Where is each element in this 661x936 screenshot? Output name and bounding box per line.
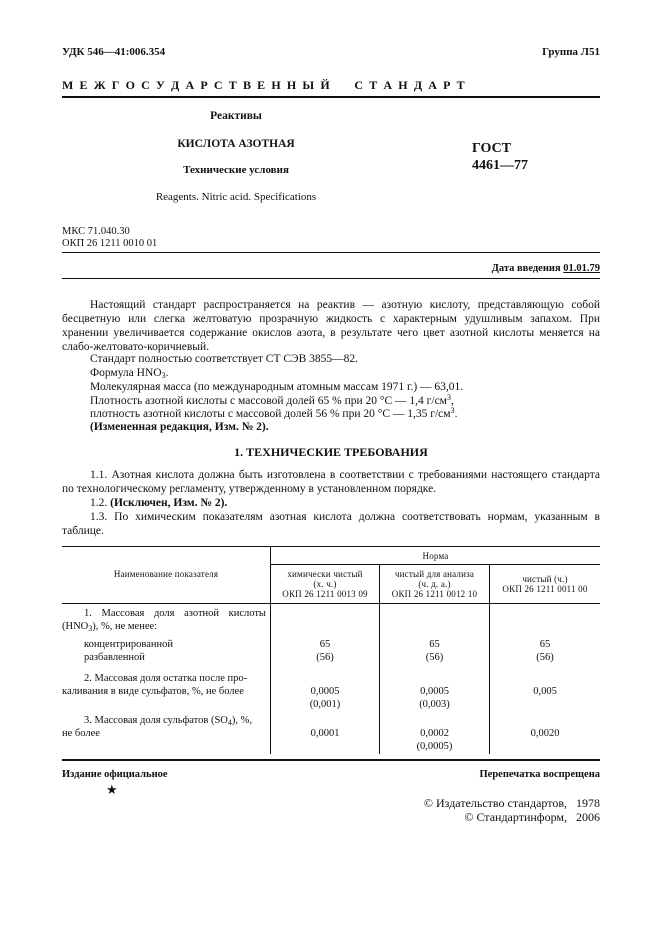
row-3-val-3a: 0,0020 <box>530 728 560 739</box>
section-heading: 1. ТЕХНИЧЕСКИЕ ТРЕБОВАНИЯ <box>234 445 428 459</box>
density-1-end: , <box>450 395 454 407</box>
formula-subscript: 3 <box>161 371 166 380</box>
row-1-val-3a: 65 <box>539 639 551 650</box>
density-1-sup: 3 <box>446 393 451 402</box>
clause-1-2-number: 1.2. <box>90 497 108 509</box>
row-1-val-2b: (56) <box>425 652 444 663</box>
row-2-val-1a: 0,0005 <box>310 686 340 697</box>
row-3-name-a: 3. Массовая доля сульфатов (SO <box>84 715 228 726</box>
gost-label: ГОСТ <box>472 141 512 156</box>
row-2-val-2b: (0,003) <box>419 699 450 710</box>
row-3-name-line-2: не более <box>62 728 100 739</box>
row-1-val-3b: (56) <box>536 652 554 663</box>
row-2-name-line-2: каливания в виде сульфатов, %, не более <box>62 686 244 697</box>
copyright-2006: © Стандартинформ, 2006 <box>464 810 600 824</box>
copyright-1978: © Издательство стандартов, 1978 <box>423 796 600 810</box>
conformity-paragraph: Стандарт полностью соответствует СТ СЭВ 3855—82. <box>90 353 359 365</box>
table-header-name: Наименование показателя <box>113 569 219 579</box>
gost-number: 4461—77 <box>472 158 528 173</box>
formula-end: . <box>165 367 169 379</box>
row-3-val-2a: 0,0002 <box>420 728 449 739</box>
table-header-norm: Норма <box>422 551 449 561</box>
row-1-sub-1: концентрированной <box>84 639 174 650</box>
group-code: Группа Л51 <box>542 46 600 58</box>
row-1-val-2a: 65 <box>429 639 440 650</box>
density-2-sup: 3 <box>450 406 455 415</box>
density-1-text: Плотность азотной кислоты с массовой долей 65 % при 20 °С — 1,4 г/см <box>90 395 447 407</box>
udk-code: УДК 546—41:006.354 <box>62 46 166 58</box>
row-3-val-1a: 0,0001 <box>310 728 340 739</box>
row-1-sub-2: разбавленной <box>84 652 145 663</box>
table-norm-divider <box>271 564 600 565</box>
codes-rule <box>62 252 600 253</box>
row-3-val-2b: (0,0005) <box>416 741 453 752</box>
formula-label: Формула HNO <box>90 367 162 379</box>
norms-table <box>62 546 600 754</box>
grade-2-name: чистый для анализа <box>394 569 475 579</box>
clause-1-2-text: (Исключен, Изм. № 2). <box>110 497 228 509</box>
footer-rule <box>62 759 600 761</box>
grade-3-name: чистый (ч.) <box>522 574 568 584</box>
official-edition: Издание официальное <box>62 769 168 780</box>
mks-code: МКС 71.040.30 <box>62 226 130 237</box>
row-3-name-b: ), %, <box>231 715 253 726</box>
density-2-text: плотность азотной кислоты с массовой долей 56 % при 20 °С — 1,35 г/см <box>90 408 451 420</box>
row-1-name <box>62 607 266 633</box>
clause-1-2 <box>90 496 227 510</box>
grade-1-okp: ОКП 26 1211 0013 09 <box>282 589 368 599</box>
interstate-standard-banner: М Е Ж Г О С У Д А Р С Т В Е Н Н Ы Й С Т А Н Д А Р Т <box>62 78 467 92</box>
row-2-val-2a: 0,0005 <box>420 686 449 697</box>
reprint-notice: Перепечатка воспрещена <box>479 769 600 780</box>
grade-2-okp: ОКП 26 1211 0012 10 <box>391 589 478 599</box>
row-1-name-b: ), %, не менее: <box>92 621 158 632</box>
table-header-bottom <box>62 603 600 604</box>
density-line-1 <box>90 394 454 408</box>
intro-date <box>492 263 600 274</box>
grade-1-abbr: (х. ч.) <box>313 579 337 589</box>
clause-1-3: 1.3. По химическим показателям азотная кислота должна соответствовать нормам, указанным в таблице. <box>62 511 600 537</box>
intro-date-value: 01.01.79 <box>563 263 600 274</box>
clause-1-1: 1.1. Азотная кислота должна быть изготовлена в соответствии с требованиями настоящего стандарта по технологическому регламенту, утвержденному в установленном порядке. <box>62 469 600 495</box>
grade-1-name: химически чистый <box>287 569 363 579</box>
row-3-name-sub: 4 <box>227 718 232 727</box>
row-3-name-line-1 <box>84 714 252 727</box>
row-1-name-a: 1. Массовая доля азотной кислоты (HNO <box>62 608 266 632</box>
molar-mass-line: Молекулярная масса (по международным атомным массам 1971 г.) — 63,01. <box>90 381 464 393</box>
okp-code: ОКП 26 1211 0010 01 <box>62 238 158 249</box>
formula-line <box>90 366 168 380</box>
row-2-val-3a: 0,005 <box>533 686 557 697</box>
grade-2-abbr: (ч. д. а.) <box>418 579 451 589</box>
row-1-val-1a: 65 <box>319 639 331 650</box>
row-2-val-1b: (0,001) <box>309 699 341 710</box>
star-icon: ★ <box>106 783 118 798</box>
density-line-2 <box>90 407 457 421</box>
row-2-name-line-1: 2. Массовая доля остатка после про- <box>84 673 248 684</box>
scope-paragraph: Настоящий стандарт распространяется на реактив — азотную кислоту, представляющую собой бесцветную или слегка желтоватую прозрачную жидкость с характерным удушливым запахом. При хранении увеличивается содержание окислов азота, в результате чего цвет азотной кислоты меняется на слабо-желтовато-коричневый. <box>62 299 600 353</box>
row-1-val-1b: (56) <box>316 652 334 663</box>
edition-note: (Измененная редакция, Изм. № 2). <box>90 421 269 433</box>
grade-3-okp: ОКП 26 1211 0011 00 <box>502 584 588 594</box>
header-rule <box>62 96 600 98</box>
date-rule <box>62 278 600 279</box>
row-1-name-sub: 3 <box>88 624 93 633</box>
density-2-end: . <box>454 408 458 420</box>
intro-date-label: Дата введения <box>491 263 561 274</box>
table-top-border <box>62 546 600 547</box>
